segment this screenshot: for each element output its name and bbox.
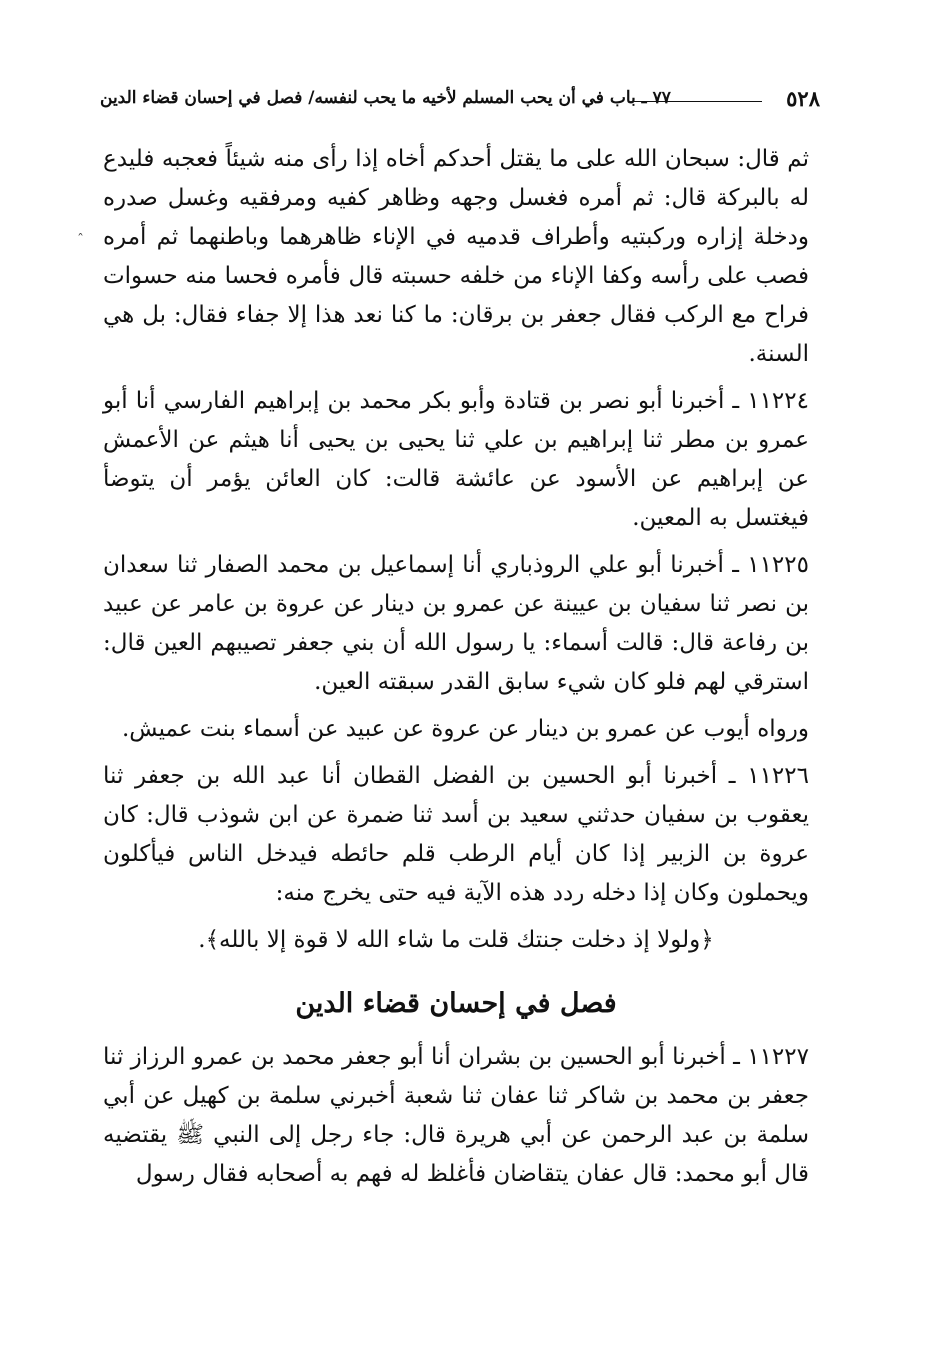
paragraph: ثم قال: سبحان الله على ما يقتل أحدكم أخاه إذا رأى منه شيئاً فعجبه فليدع له بالبركة قال: ثم أمره فغسل وجهه وظاهر كفيه ومرفقيه وغسل صدره ودخلة إزاره وركبتيه وأطراف قدميه في الإناء ظاهرهما وباطنهما ثم أمره فصب على رأسه وكفا الإناء من خلفه حسبته قال فأمره فحسا منه حسوات فراح مع الركب فقال جعفر بن برقان: ما كنا نعد هذا إلا جفاء فقال: بل هي السنة. [103, 146, 810, 367]
paragraph: ١١٢٢٥ ـ أخبرنا أبو علي الروذباري أنا إسماعيل بن محمد الصفار ثنا سعدان بن نصر ثنا سفيان بن عيينة عن عمرو بن دينار عن عروة بن عامر عن عبيد بن رفاعة قال: قالت أسماء: يا رسول الله أن بني جعفر تصيبهم العين قال: استرقي لهم فلو كان شيء سابق القدر سبقته العين. [103, 552, 809, 695]
page-header [100, 86, 820, 116]
paragraph: ورواه أيوب عن عمرو بن دينار عن عروة عن عبيد عن أسماء بنت عميش. [121, 716, 809, 742]
paragraph: ١١٢٢٧ ـ أخبرنا أبو الحسين بن بشران أنا أبو جعفر محمد بن عمرو الرزاز ثنا جعفر بن محمد بن شاكر ثنا عفان ثنا شعبة أخبرني سلمة بن كهيل عن أبي سلمة بن عبد الرحمن عن أبي هريرة قال: جاء رجل إلى النبي ﷺ يقتضيه قال أبو محمد: قال عفان يتقاضان فأغلظ له فهم به أصحابه فقال رسول [103, 1044, 809, 1187]
page-number: ٥٢٨ [786, 86, 820, 111]
paragraph: ١١٢٢٦ ـ أخبرنا أبو الحسين بن الفضل القطان أنا عبد الله بن جعفر ثنا يعقوب بن سفيان حدثني سعيد بن أسد ثنا ضمرة عن ابن شوذب قال: كان عروة بن الزبير إذا كان أيام الرطب قلم حائطه فيدخل الناس فيأكلون ويحملون وكان إذا دخله ردد هذه الآية فيه حتى يخرج منه: [103, 763, 809, 906]
paragraph: ١١٢٢٤ ـ أخبرنا أبو نصر بن قتادة وأبو بكر محمد بن إبراهيم الفارسي أنا أبو عمرو بن مطر ثنا إبراهيم بن علي ثنا يحيى بن يحيى أنا هيثم عن الأعمش عن إبراهيم عن الأسود عن عائشة قالت: كان العائن يؤمر أن يتوضأ فيغتسل به المعين. [103, 388, 809, 531]
section-heading: فصل في إحسان قضاء الدين [295, 988, 617, 1019]
page-body [103, 140, 809, 1202]
running-title: ٧٧ ـ باب في أن يحب المسلم لأخيه ما يحب لنفسه/ فصل في إحسان قضاء الدين [100, 88, 671, 108]
margin-mark: ˆ [77, 232, 84, 248]
quran-verse: ﴿ولولا إذ دخلت جنتك قلت ما شاء الله لا قوة إلا بالله﴾. [198, 927, 714, 953]
